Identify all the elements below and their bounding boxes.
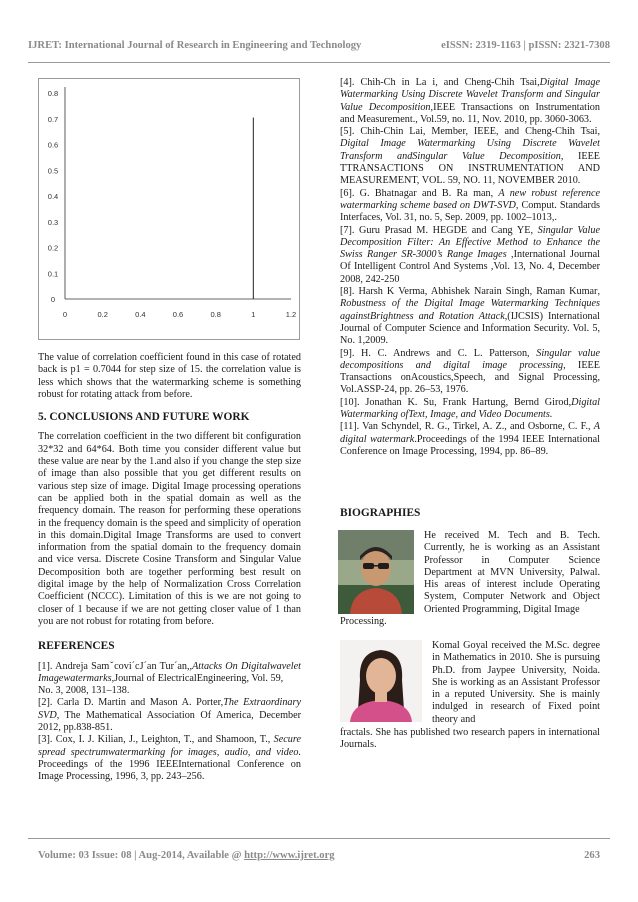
y-tick-label: 0.7 <box>47 114 59 124</box>
reference-text: [7]. Guru Prasad M. HEGDE and Cang YE, <box>340 224 538 236</box>
y-tick-label: 0.6 <box>47 140 59 150</box>
footer-rule <box>28 838 610 839</box>
journal-name: IJRET: International Journal of Research in Engineering and Technology <box>28 40 362 51</box>
section-5-body: The correlation coefficient in the two different bit configuration 32*32 and 64*64. Both time you consider different value but these value are near by the 1.and also if you change the step size of image than also possible that you get different results on various step size of image. Digital Image processing operations can be applied both in the spatial domain as well as the frequency domain. The reason for performing these operations in the frequency domain is the speed and simplicity of operation in this domain.Digital Image Transforms are used to convert information from the spatial domain to the frequency domain and vice versa. Discrete Cosine Transform and Singular Value Decomposition both are together performing best result on digital image by the help of Normalization Cross Correlation Coefficient (NCCC). Limitation of this is we are not going to closer of 1 because if we are not getting closer value of 1 than you are not robust for rotating from before. <box>38 431 301 627</box>
reference-title: A new robust reference watermarking scheme based on DWT-SVD <box>340 187 600 211</box>
footer-volume-text: Volume: 03 Issue: 08 | Aug-2014, Available @ <box>38 850 245 861</box>
reference-text: [3]. Cox, I. J. Kilian, J., Leighton, T., and Shamoon, T., <box>38 734 274 746</box>
reference-title: Attacks On Digitalwavelet Imagewatermarks <box>38 660 301 684</box>
y-tick-label: 0.5 <box>47 166 59 176</box>
reference-details: ,Journal of ElectricalEngineering, Vol. 59, <box>111 672 284 684</box>
page-number: 263 <box>584 850 600 861</box>
reference-item <box>38 734 301 783</box>
correlation-chart <box>38 78 300 340</box>
reference-text: [11]. Van Schyndel, R. G., Tirkel, A. Z., and Osborne, C. F., <box>340 421 594 433</box>
x-tick-label: 1 <box>251 310 256 319</box>
header-rule <box>28 62 610 63</box>
issn-info: eISSN: 2319-1163 | pISSN: 2321-7308 <box>441 40 610 51</box>
section-5-title: 5. CONCLUSIONS AND FUTURE WORK <box>38 411 250 424</box>
reference-item <box>340 126 600 187</box>
bio-1-text: He received M. Tech and B. Tech. Currently, he is working as an Assistant Professor in Computer Science Department at MVN University, Palwal. His areas of interest include Operating System, Computer Network and Object Oriented Programming, Digital Image <box>424 530 600 615</box>
journal-link[interactable]: http://www.ijret.org <box>244 850 335 861</box>
reference-item <box>340 77 600 126</box>
page-footer <box>38 850 600 861</box>
references-title: REFERENCES <box>38 640 115 653</box>
reference-text: [10]. Jonathan K. Su, Frank Hartung, Bernd Girod, <box>340 396 572 408</box>
reference-title: Singular value decompositions and digital image processing <box>340 347 601 371</box>
reference-text: [6]. G. Bhatnagar and B. Ra man, <box>340 187 499 199</box>
left-column <box>38 352 301 784</box>
x-tick-label: 0 <box>62 310 68 319</box>
reference-text: [1]. Andreja Samˇcovi´cJ´an Tur´an,, <box>38 660 193 672</box>
y-tick-label: 0 <box>50 295 56 304</box>
reference-details: IEEE Transactions on Instrumentation and Measurement., Vol.59, no. 11, Nov. 2010, pp. 3060-3063. <box>340 101 600 125</box>
reference-title: Digital Image Watermarking Using Discrete Wavelet Transform andSingular Value Decomposition <box>340 138 600 162</box>
reference-text: No. 3, 2008, 131–138. <box>38 685 130 697</box>
reference-item <box>340 188 600 225</box>
reference-title: Digital Watermarking ofText, Image, and Video Documents. <box>340 396 600 421</box>
reference-details: , Comput. Standards Interfaces, Vol. 31, no. 5, Sep. 2009, pp. 1002–1013,. <box>340 199 600 224</box>
chart-svg <box>39 79 301 341</box>
reference-title: A digital watermark <box>340 421 600 445</box>
reference-title: Digital Image Watermarking Using Discrete Wavelet Transform and Singular Value Decomposition, <box>340 77 600 113</box>
y-tick-label: 0.3 <box>47 217 59 227</box>
x-tick-label: 0.2 <box>97 310 108 319</box>
reference-item <box>38 697 301 734</box>
reference-item <box>340 348 600 397</box>
bio-2-text: Komal Goyal received the M.Sc. degree in Mathematics in 2010. She is pursuing Ph.D. from Jaypee University, Noida. She is working as an Assistant Professor in a reputed University. She is mainly indulged in research of Fixed point theory and <box>432 640 600 725</box>
x-tick-label: 0.4 <box>135 310 146 319</box>
reference-details: , IEEE TTRANSACTIONS ON INSTRUMENTATION AND MEASUREMENT, VOL. 59, NO. 11, NOVEMBER 2010. <box>340 150 601 187</box>
y-tick-label: 0.4 <box>47 192 59 201</box>
reference-text: [2]. Carla D. Martin and Mason A. Porter, <box>38 697 224 709</box>
correlation-paragraph: The value of correlation coefficient found in this case of rotated back is p1 = 0.7044 for step size of 15. the correlation value is less which shows that the watermarking scheme is something robust for rotating attack from before. <box>38 352 301 400</box>
footer-volume-info <box>38 850 335 861</box>
right-references-list <box>340 77 600 458</box>
reference-title: , Robustness of the Digital Image Watermarking Techniques againstBrightness and Rotation Attack <box>340 286 600 322</box>
right-column <box>340 77 600 458</box>
reference-item <box>340 421 600 458</box>
reference-details: .Proceedings of the 1994 IEEE International Conference on Image Processing, 1994, pp. 86–89. <box>340 433 600 457</box>
reference-details: ,International Journal Of Intelligent Control And Systems ,Vol. 13, No. 4, December 2008, 242-250 <box>340 249 601 285</box>
reference-item <box>340 225 600 286</box>
reference-text: [4]. Chih-Ch in La i, and Cheng-Chih Tsai, <box>340 77 540 88</box>
x-tick-label: 0.8 <box>210 310 221 319</box>
x-tick-label: 1.2 <box>285 310 297 319</box>
page-header <box>28 40 610 51</box>
reference-item <box>38 685 301 697</box>
x-tick-label: 0.6 <box>172 310 184 319</box>
reference-details: ,(IJCSIS) International Journal of Computer Science and Information Security. Vol. 5, No. 1,2009. <box>340 310 600 347</box>
reference-title: Singular Value Decomposition Filter: An Effective Method to Enhance the Swiss Ranger SR-3000’s Range Images <box>340 224 600 261</box>
author-photo-2 <box>340 640 422 722</box>
reference-item <box>340 286 600 347</box>
author-photo-1 <box>338 530 414 614</box>
reference-text: [9]. H. C. Andrews and C. L. Patterson, <box>340 347 537 359</box>
reference-details: , IEEE Transactions onAcoustics,Speech, and Signal Processing, Vol.ASSP-24, pp. 26–53, 1976. <box>340 359 600 396</box>
biographies-title: BIOGRAPHIES <box>340 507 421 519</box>
reference-title: The Extraordinary SVD <box>38 697 302 721</box>
y-tick-label: 0.8 <box>47 89 59 98</box>
left-references-list <box>38 661 301 784</box>
bio-1-tail: Processing. <box>340 616 387 627</box>
y-tick-label: 0.2 <box>47 243 59 253</box>
reference-text: [8]. Harsh K Verma, Abhishek Narain Singh, Raman Kumar <box>340 286 598 298</box>
reference-details: , The Mathematical Association Of America, December 2012, pp.838-851. <box>38 709 301 734</box>
reference-item <box>38 661 301 686</box>
reference-title: Secure spread spectrumwatermarking for images, audio, and video. <box>38 734 301 758</box>
reference-item <box>340 397 600 422</box>
reference-text: [5]. Chih-Chin Lai, Member, IEEE, and Cheng-Chih Tsai, <box>340 126 600 138</box>
reference-details: Proceedings of the 1996 IEEEInternational Conference on Image Processing, 1996, 3, pp. 243–256. <box>38 758 301 783</box>
bio-2-tail: fractals. She has published two research papers in international Journals. <box>340 727 600 751</box>
y-tick-label: 0.1 <box>47 269 59 279</box>
